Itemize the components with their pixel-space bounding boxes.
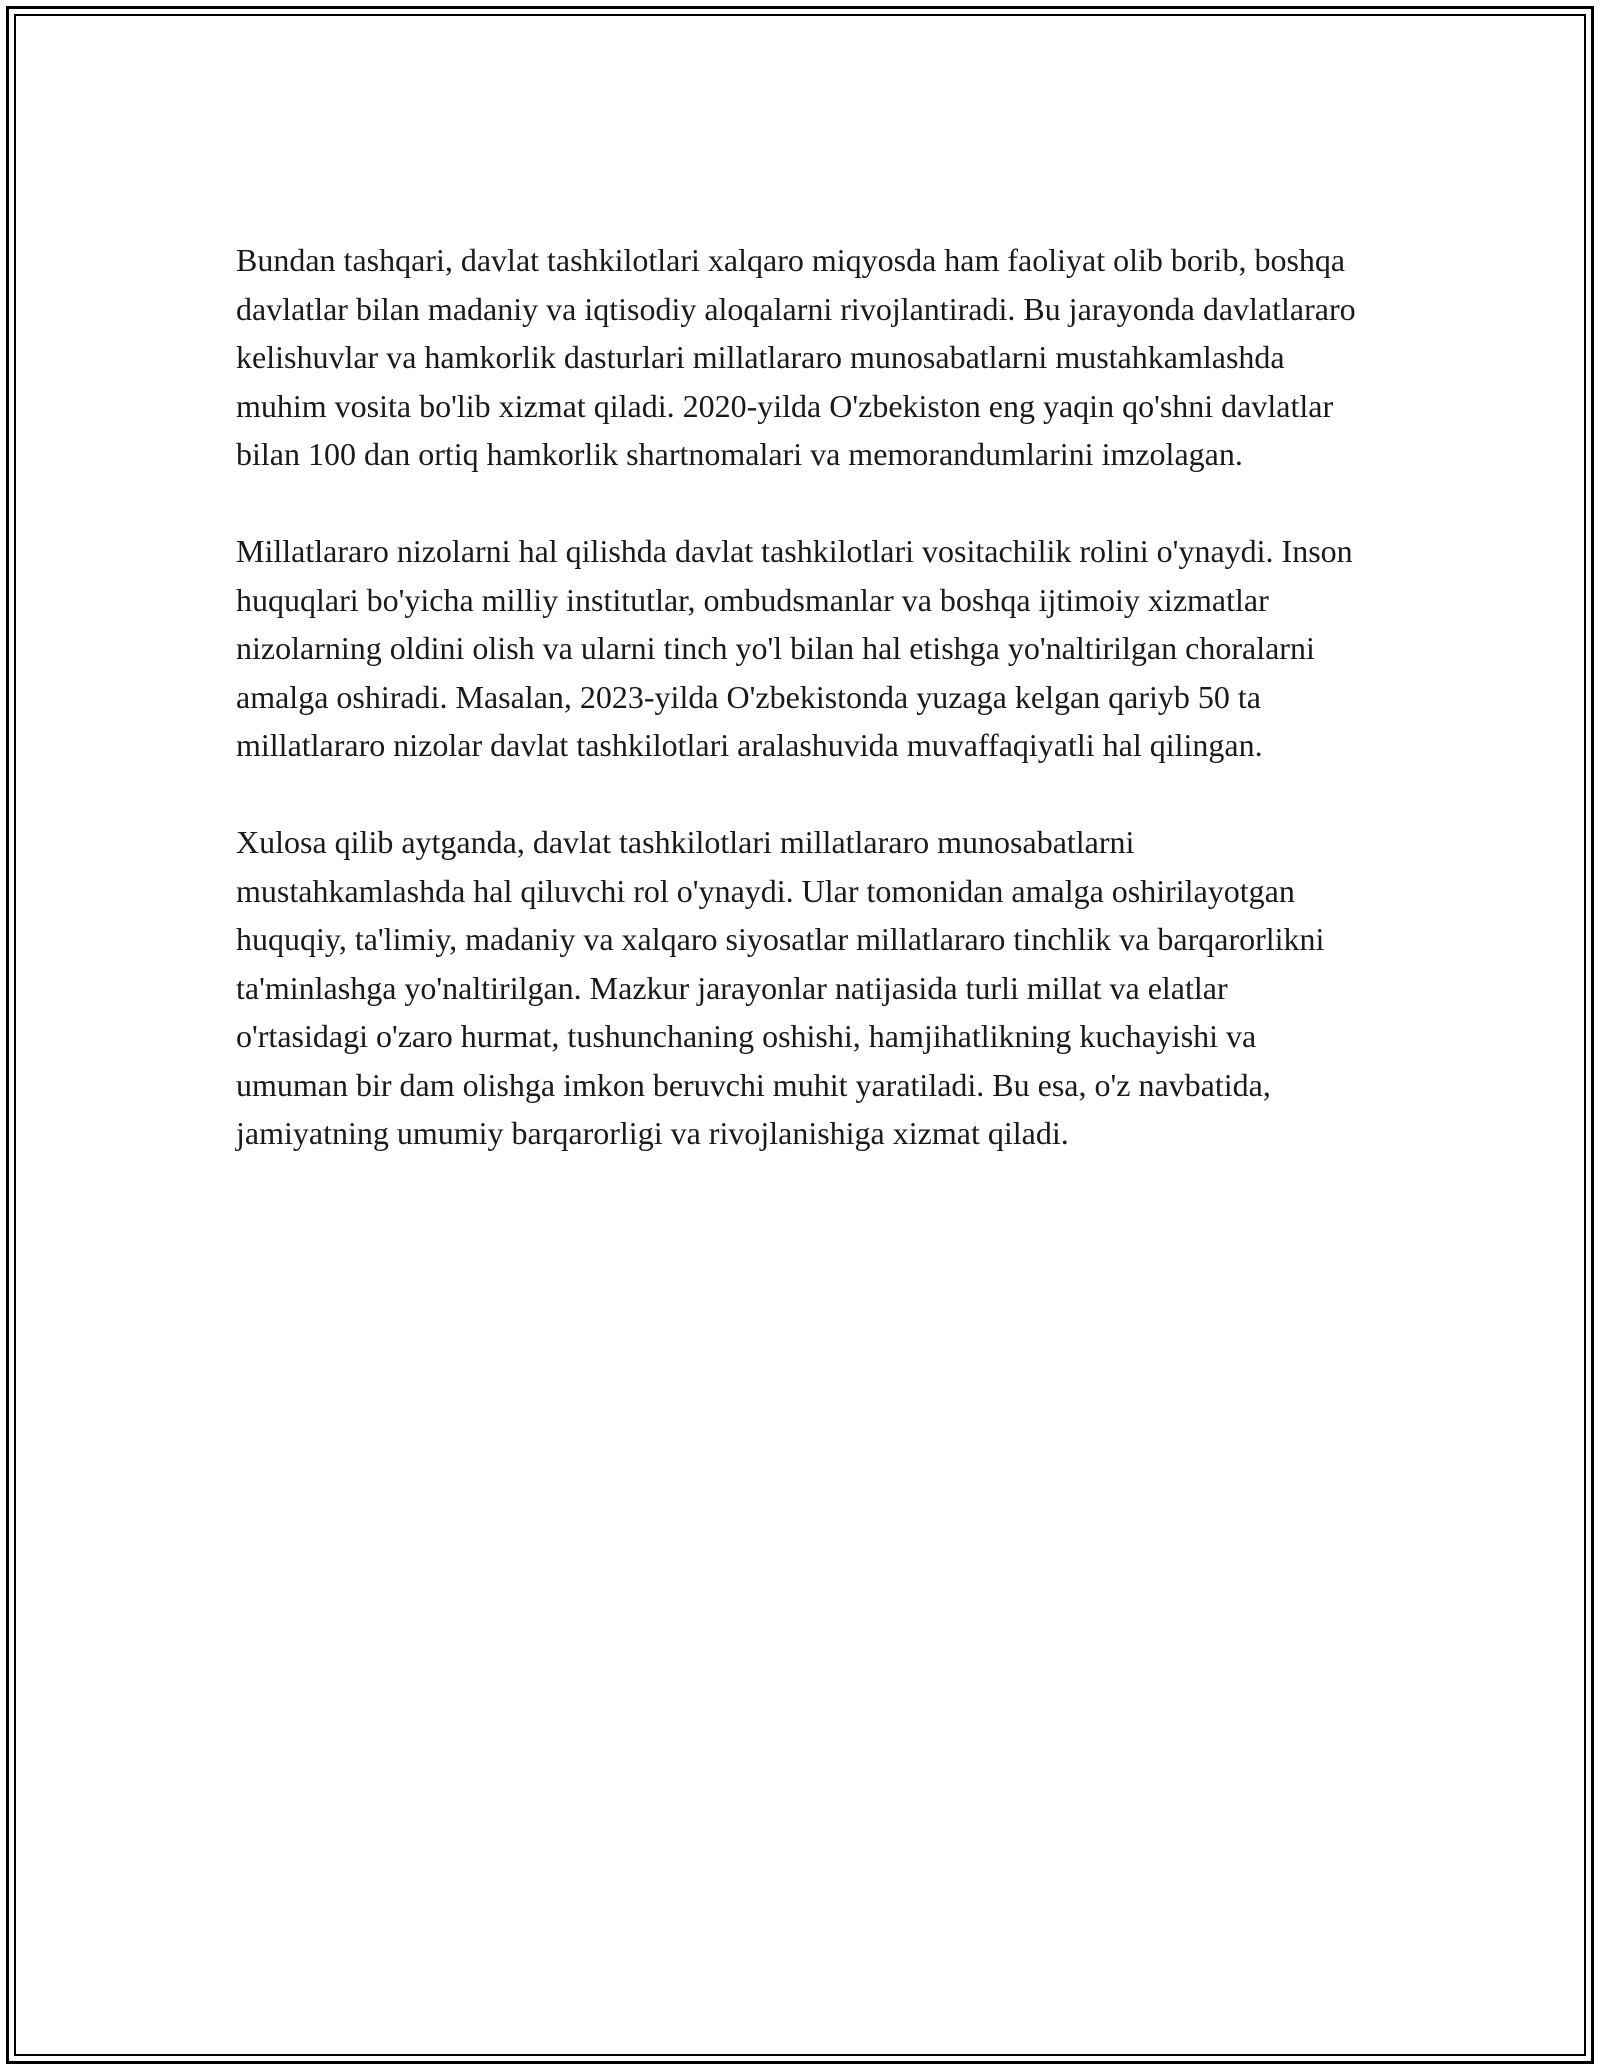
paragraph-conclusion: Xulosa qilib aytganda, davlat tashkilotlari millatlararo munosabatlarni mustahkamlashda hal qiluvchi rol o'ynaydi. Ular tomonidan amalga oshirilayotgan huquqiy, ta'limiy, madaniy va xalqaro siyosatlar millatlararo tinchlik va barqarorlikni ta'minlashga yo'naltirilgan. Mazkur jarayonlar natijasida turli millat va elatlar o'rtasidagi o'zaro hurmat, tushunchaning oshishi, hamjihatlikning kuchayishi va umuman bir dam olishga imkon beruvchi muhit yaratiladi. Bu esa, o'z navbatida, jamiyatning umumiy barqarorligi va rivojlanishiga xizmat qiladi. <box>236 824 1325 1151</box>
paragraph-conflict-resolution: Millatlararo nizolarni hal qilishda davlat tashkilotlari vositachilik rolini o'ynaydi. Inson huquqlari bo'yicha milliy institutlar, ombudsmanlar va boshqa ijtimoiy xizmatlar nizolarning oldini olish va ularni tinch yo'l bilan hal etishga yo'naltirilgan choralarni amalga oshiradi. Masalan, 2023-yilda O'zbekistonda yuzaga kelgan qariyb 50 ta millatlararo nizolar davlat tashkilotlari aralashuvida muvaffaqiyatli hal qilingan. <box>236 533 1353 763</box>
document-body <box>236 236 1356 1206</box>
paragraph-international-cooperation: Bundan tashqari, davlat tashkilotlari xalqaro miqyosda ham faoliyat olib borib, boshqa davlatlar bilan madaniy va iqtisodiy aloqalarni rivojlantiradi. Bu jarayonda davlatlararo kelishuvlar va hamkorlik dasturlari millatlararo munosabatlarni mustahkamlashda muhim vosita bo'lib xizmat qiladi. 2020-yilda O'zbekiston eng yaqin qo'shni davlatlar bilan 100 dan ortiq hamkorlik shartnomalari va memorandumlarini imzolagan. <box>236 242 1356 472</box>
